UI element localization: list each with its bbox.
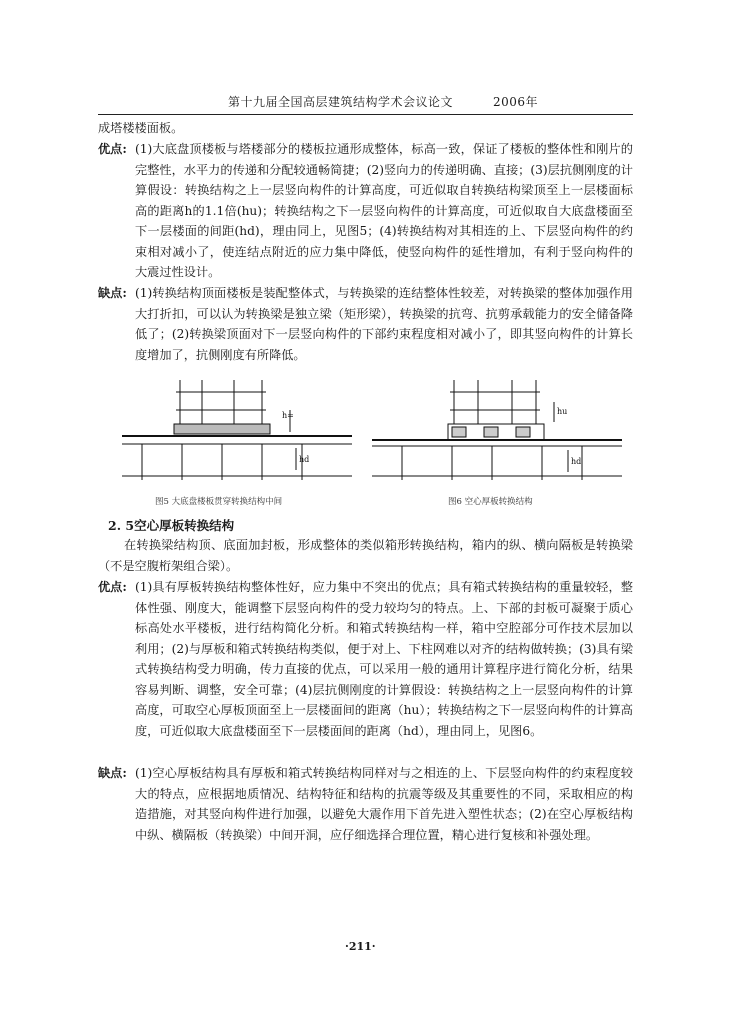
cons-text-1: (1)转换结构顶面楼板是装配整体式，与转换梁的连结整体性较差，对转换梁的整体加强作用大打折扣，可以认为转换梁是独立梁（矩形梁），转换梁的抗弯、抗剪承载能力的安全储备降低了；(2)转换梁顶面对下一层竖向构件的下部约束程度相对减小了，即其竖向构件的计算长度增加了，抗侧刚度有所降低。 [135, 286, 633, 362]
pros-label-1: 优点: [98, 142, 127, 156]
pros-text-2: (1)具有厚板转换结构整体性好，应力集中不突出的优点；具有箱式转换结构的重量较轻，整体性强、刚度大，能调整下层竖向构件的受力较均匀的特点。上、下部的封板可凝聚于质心标高处水平楼板，进行结构简化分析。和箱式转换结构一样，箱中空腔部分可作技术层加以利用；(2)与厚板和箱式转换结构类似，便于对上、下柱网难以对齐的结构做转换；(3)具有梁式转换结构受力明确，传力直接的优点，可以采用一般的通用计算程序进行简化分析，结果容易判断、调整，安全可靠；(4)层抗侧刚度的计算假设：转换结构之上一层竖向构件的计算高度，可取空心厚板顶面至上一层楼面间的距离（hu）；转换结构之下一层竖向构件的计算高度，可近似取大底盘楼面至下一层楼面间的距离（hd），理由同上，见图6。 [135, 580, 633, 738]
pros-block-2 [98, 577, 633, 741]
cons-label-1: 缺点: [98, 286, 127, 300]
pros-block-1 [98, 139, 633, 283]
figure-5-label-h: h= [282, 411, 294, 420]
pros-label-2: 优点: [98, 580, 127, 594]
figure-6-label-hu: hu [557, 407, 568, 416]
section-heading: 2. 5空心厚板转换结构 [108, 518, 235, 533]
header-year: 2006年 [493, 95, 539, 109]
cons-label-2: 缺点: [98, 766, 127, 780]
figure-5-label-hd: hd [299, 455, 310, 464]
continuation-line: 成塔楼楼面板。 [98, 121, 184, 135]
cons-text-2: (1)空心厚板结构具有厚板和箱式转换结构同样对与之相连的上、下层竖向构件的约束程度较大的特点，应根据地质情况、结构特征和结构的抗震等级及其重要性的不同，采取相应的构造措施，对其竖向构件进行加强，以避免大震作用下首先进入塑性状态；(2)在空心厚板结构中纵、横隔板（转换梁）中间开洞，应仔细选择合理位置，精心进行复核和补强处理。 [135, 766, 633, 842]
figure-5-caption: 图5 大底盘楼板贯穿转换结构中间 [155, 497, 283, 507]
figure-6-drawing [372, 372, 622, 484]
header-title: 第十九届全国高层建筑结构学术会议论文 [228, 95, 454, 109]
figure-5-drawing [122, 372, 352, 484]
cons-block-2 [98, 763, 633, 845]
figure-6-caption: 图6 空心厚板转换结构 [448, 497, 533, 507]
page-number: ·211· [345, 940, 376, 953]
running-header [228, 93, 538, 110]
pros-text-1: (1)大底盘顶楼板与塔楼部分的楼板拉通形成整体，标高一致，保证了楼板的整体性和刚片的完整性，水平力的传递和分配较通畅简捷；(2)竖向力的传递明确、直接；(3)层抗侧刚度的计算假设：转换结构之上一层竖向构件的计算高度，可近似取自转换结构梁顶至上一层楼面标高的距离h的1.1倍(hu)；转换结构之下一层竖向构件的计算高度，可近似取自大底盘楼面至下一层楼面的间距(hd)，理由同上，见图5；(4)转换结构对其相连的上、下层竖向构件的约束相对减小了，使连结点附近的应力集中降低，使竖向构件的延性增加，有利于竖向构件的大震过性设计。 [135, 142, 633, 279]
figure-6-label-hd: hd [571, 457, 582, 466]
section-intro: 在转换梁结构顶、底面加封板，形成整体的类似箱形转换结构，箱内的纵、横向隔板是转换梁（不是空腹桁架组合梁）。 [98, 538, 633, 573]
cons-block-1 [98, 283, 633, 365]
header-rule [98, 114, 633, 115]
